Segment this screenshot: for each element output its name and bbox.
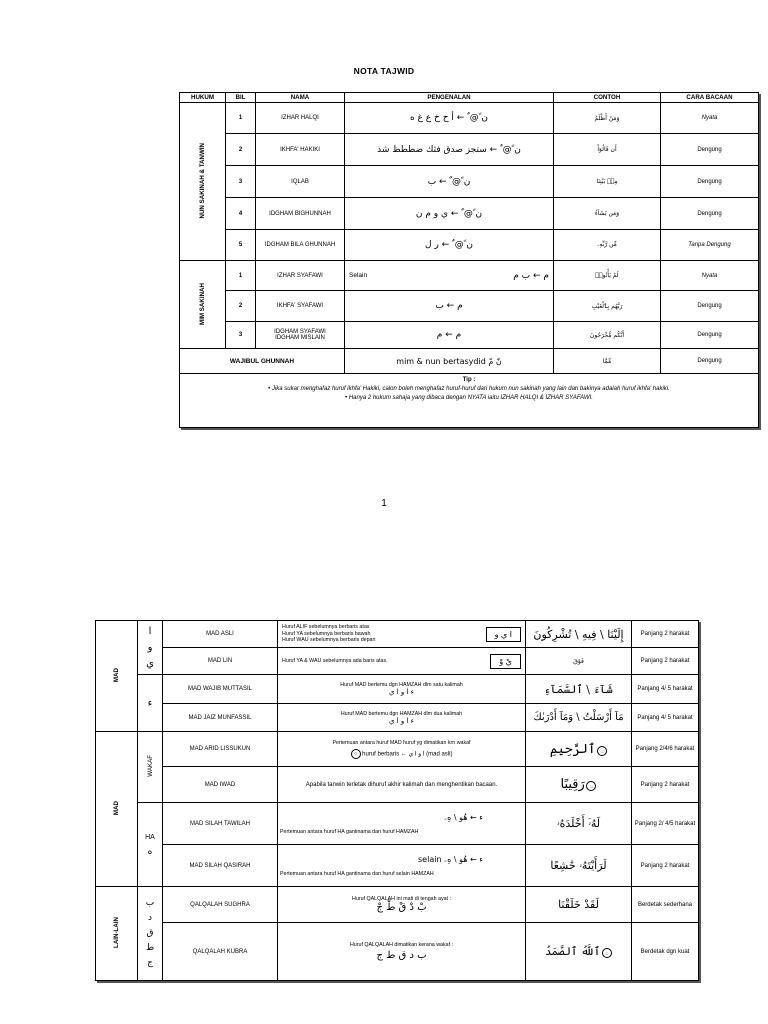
row-bil: 2 <box>226 291 256 322</box>
row-contoh: وَمَنْ أَظْلَمُ <box>554 103 661 134</box>
row-pengenalan <box>278 621 526 648</box>
row-nama <box>256 322 345 349</box>
pengenalan-line: Huruf MAD bertemu dgn HAMZAH dlm dua kalimah <box>340 710 463 717</box>
letter-ba: ب <box>145 898 155 908</box>
table-row <box>180 322 759 349</box>
pengenalan-line: Huruf QALQALAH dimatikan kerana wakaf : <box>349 942 454 948</box>
letter-ha-latin: HA <box>145 833 155 841</box>
row-cara-bacaan: Dengung <box>661 166 759 198</box>
row-nama: IZHAR HALQI <box>256 103 345 134</box>
row-contoh <box>526 767 632 803</box>
ayah-end-icon: ۝ <box>586 781 596 791</box>
pengenalan-arabic: ء ا و ا ي <box>389 716 414 725</box>
page-title: NOTA TAJWID <box>353 66 415 76</box>
row-nama: IZHAR SYAFAWI <box>256 261 345 291</box>
row-cara-bacaan: Panjang 2/4/6 harakat <box>632 732 699 767</box>
table-row <box>96 803 699 845</box>
row-pengenalan <box>278 923 526 981</box>
pengenalan-arabic: بْ دْ قْ طْ جْ <box>376 902 427 913</box>
row-pengenalan: ن ً@ ٌ ← ي و م ن <box>345 198 554 230</box>
group-label-mad-2: MAD <box>96 732 138 887</box>
table-row <box>180 134 759 166</box>
header-contoh: CONTOH <box>554 93 661 103</box>
table-row <box>96 704 699 732</box>
row-nama: MAD LIN <box>163 648 278 675</box>
tip-line-2: • Hanya 2 hukum sahaja yang dibaca dengan NYATA iaitu IZHAR HALQI & IZHAR SYAFAWI. <box>345 395 593 401</box>
nama-line-1: IDGHAM SYAFAWI <box>274 329 326 335</box>
row-pengenalan: م ← م <box>345 322 554 349</box>
row-bil: 3 <box>226 322 256 349</box>
row-nama: MAD IWAD <box>163 767 278 803</box>
table-row <box>96 732 699 767</box>
row-nama: MAD ARID LISSUKUN <box>163 732 278 767</box>
tip-title: Tip : <box>462 377 476 383</box>
qalqalah-letters <box>138 887 163 981</box>
pengenalan-line: Huruf QALQALAH ini mati di tengah ayat : <box>352 896 451 902</box>
wakaf-label: WAKAF <box>146 755 154 777</box>
row-contoh <box>526 923 632 981</box>
row-contoh: رَبَّهُم بِٱلْغَيْبِ <box>554 291 661 322</box>
row-cara-bacaan: Panjang 4/ 5 harakat <box>632 704 699 732</box>
ayah-end-icon: ۝ <box>602 948 612 958</box>
row-pengenalan: mim & nun bertasydid نّ مّ <box>345 349 554 374</box>
row-pengenalan <box>278 887 526 923</box>
row-nama: IKHFA' SYAFAWI <box>256 291 345 322</box>
row-nama: MAD SILAH TAWILAH <box>163 803 278 845</box>
row-cara-bacaan: Dengung <box>661 322 759 349</box>
row-nama: MAD ASLI <box>163 621 278 648</box>
row-cara-bacaan: Panjang 2 harakat <box>632 621 699 648</box>
header-nama: NAMA <box>256 93 345 103</box>
table-row <box>180 103 759 134</box>
row-cara-bacaan: Panjang 4/ 5 harakat <box>632 675 699 704</box>
row-contoh: أَنَّكُم مُّخْرَجُونَ <box>554 322 661 349</box>
table-row <box>180 349 759 374</box>
table-row <box>96 845 699 887</box>
row-pengenalan <box>345 261 554 291</box>
row-cara-bacaan: Dengung <box>661 134 759 166</box>
pengenalan-line: Huruf YA & WAU sebelumnya ada baris atas. <box>282 658 388 664</box>
pengenalan-arabic: selain ء ← هُو \ هِۦ <box>418 854 483 864</box>
row-pengenalan <box>278 845 526 887</box>
table-row <box>96 648 699 675</box>
wakaf-circle-icon: ○ <box>351 749 361 759</box>
pengenalan-line: huruf berbaris ← ا و ا ي (mad asli) <box>362 751 453 758</box>
page-number: 1 <box>381 498 387 509</box>
row-nama: IDGHAM BIGHUNNAH <box>256 198 345 230</box>
row-cara-bacaan: Berdetak dgn kuat <box>632 923 699 981</box>
pengenalan-line: Huruf WAU sebelumnya berbaris depan <box>282 637 376 644</box>
row-pengenalan <box>278 704 526 732</box>
row-bil: 1 <box>226 103 256 134</box>
row-contoh: لَهُۥٓ أَخْلَدَهُۥ <box>526 803 632 845</box>
row-cara-bacaan: Panjang 2 harakat <box>632 767 699 803</box>
row-pengenalan: ن ً@ ٌ ← ر ل <box>345 230 554 261</box>
pengenalan-arabic: ب د ق ط ج <box>376 950 427 961</box>
contoh-text: ٱللَّهُ ٱلصَّمَدُ <box>545 944 601 958</box>
row-cara-bacaan: Panjang 2/ 4/5 harakat <box>632 803 699 845</box>
pengenalan-line: Pertemuan antara huruf HA gantinama dan huruf HAMZAH <box>280 828 419 835</box>
row-bil: 5 <box>226 230 256 261</box>
row-pengenalan: ن ً@ ٌ ← ستجز صدق فثك ضططظ شذ <box>345 134 554 166</box>
row-nama: IQLAB <box>256 166 345 198</box>
letter-hamzah: ء <box>138 675 163 732</box>
letter-ya: ي <box>146 657 154 669</box>
table-row <box>180 198 759 230</box>
row-contoh: أَن قَالُوٓاْ <box>554 134 661 166</box>
row-contoh: شَآءَ \ ٱلسَّمَآءِ <box>526 675 632 704</box>
pengenalan-arabic: ء ا و ا ي <box>389 688 414 696</box>
row-pengenalan: ن ً@ ٌ ← أ ح خ ع غ ه <box>345 103 554 134</box>
row-contoh: وَمَن يَشَآءُ <box>554 198 661 230</box>
row-pengenalan <box>278 732 526 767</box>
row-pengenalan: Apabila tanwin terletak dihuruf akhir kalimah dan menghentikan bacaan. <box>278 767 526 803</box>
row-pengenalan <box>278 803 526 845</box>
group-label-lain-lain: LAIN-LAIN <box>96 887 138 981</box>
pengenalan-arabic: ء ← هُو \ هِۦ <box>444 812 483 822</box>
table-row <box>180 230 759 261</box>
row-cara-bacaan: Nyata <box>661 103 759 134</box>
row-bil: 2 <box>226 134 256 166</box>
row-cara-bacaan: Dengung <box>661 291 759 322</box>
row-bil: 4 <box>226 198 256 230</box>
row-contoh: مِّمَّا <box>554 349 661 374</box>
row-pengenalan <box>278 675 526 704</box>
row-contoh: فَوْقَ <box>526 648 632 675</box>
table-row <box>96 887 699 923</box>
row-contoh: لَرَأَيْتَهُۥ خَٰشِعًا <box>526 845 632 887</box>
table-row <box>180 261 759 291</box>
mad-letter-box: ا ي و <box>486 627 521 642</box>
row-contoh: إِلَيْنَا \ فِيهِ \ تُشْرِكُونَ <box>526 621 632 648</box>
row-cara-bacaan: Dengung <box>661 349 759 374</box>
mad-letters <box>138 621 163 675</box>
row-cara-bacaan: Nyata <box>661 261 759 291</box>
contoh-text: ٱلرَّحِيمِ <box>549 741 596 757</box>
letter-wau: و <box>147 641 153 653</box>
letter-dal: د <box>147 913 152 923</box>
table-row <box>180 291 759 322</box>
group-label-nun: NUN SAKINAH & TANWIN <box>180 103 226 261</box>
table-row <box>96 767 699 803</box>
letter-jim: ج <box>147 958 153 968</box>
ayah-end-icon: ۝ <box>597 746 607 756</box>
tajwid-table-mad <box>95 620 699 981</box>
wakaf-label-cell <box>138 732 163 803</box>
tip-cell <box>180 374 759 428</box>
letter-ha-arabic: ه <box>147 846 153 857</box>
row-cara-bacaan: Panjang 2 harakat <box>632 648 699 675</box>
letter-alif: ا <box>148 625 152 637</box>
selain-label: Selain <box>349 272 368 279</box>
row-nama: MAD JAIZ MUNFASSIL <box>163 704 278 732</box>
row-cara-bacaan: Panjang 2 harakat <box>632 845 699 887</box>
pengenalan-arabic: م ← ب م <box>513 270 549 281</box>
table-header-row <box>180 93 759 103</box>
table-row <box>180 166 759 198</box>
mad-letter-box: يْ وْ <box>490 654 521 669</box>
group-label-mad-1: MAD <box>96 621 138 732</box>
letter-ta: ط <box>145 943 155 953</box>
row-nama: IDGHAM BILA GHUNNAH <box>256 230 345 261</box>
row-contoh: لَمْ يَأْتُوا۟ <box>554 261 661 291</box>
table-row <box>96 923 699 981</box>
row-bil: 1 <box>226 261 256 291</box>
row-pengenalan <box>278 648 526 675</box>
row-contoh: مِّن رَّبِّهِۦ <box>554 230 661 261</box>
row-pengenalan: ن ً@ ٌ ← ب <box>345 166 554 198</box>
row-contoh: مَآ أَرْسَلْتُ \ وَمَآ أَدْرَىٰكَ <box>526 704 632 732</box>
header-hukum: HUKUM <box>180 93 226 103</box>
table-row <box>96 675 699 704</box>
row-nama: WAJIBUL GHUNNAH <box>180 349 345 374</box>
tip-line-1: • Jika sukar menghafaz huruf ikhfa' Hakiki, calon boleh menghafaz huruf-huruf dari hukum nun sakinah yang lain dan bakinya adalah huruf ikhfa' hakiki. <box>268 386 670 392</box>
pengenalan-line: Pertemuan antara huruf MAD huruf yg dimatikan krn wakaf <box>332 739 471 746</box>
tip-row <box>180 374 759 428</box>
letter-qaf: ق <box>146 928 154 938</box>
row-contoh: مِنۢ بَيْنِنَا <box>554 166 661 198</box>
table-row <box>96 621 699 648</box>
nama-line-2: IDGHAM MISLAIN <box>275 335 325 341</box>
tajwid-table-nun-mim <box>179 92 759 428</box>
row-nama: MAD SILAH QASIRAH <box>163 845 278 887</box>
header-cara-bacaan: CARA BACAAN <box>661 93 759 103</box>
row-cara-bacaan: Dengung <box>661 198 759 230</box>
contoh-text: رَقِيبًا <box>560 777 585 792</box>
pengenalan-line: Huruf YA sebelumnya berbaris bawah <box>282 630 371 637</box>
header-pengenalan: PENGENALAN <box>345 93 554 103</box>
row-cara-bacaan: Berdetak sederhana <box>632 887 699 923</box>
row-cara-bacaan: Tanpa Dengung <box>661 230 759 261</box>
ha-letters <box>138 803 163 887</box>
row-nama: IKHFA' HAKIKI <box>256 134 345 166</box>
row-pengenalan: م ← ب <box>345 291 554 322</box>
group-label-mim: MIM SAKINAH <box>180 261 226 349</box>
pengenalan-line: Huruf ALIF sebelumnya berbaris atas <box>282 624 370 631</box>
pengenalan-line: Huruf MAD bertemu dgn HAMZAH dlm satu kalimah <box>340 682 463 688</box>
pengenalan-line: Pertemuan antara huruf HA gantinama dan huruf selain HAMZAH <box>280 870 434 877</box>
row-bil: 3 <box>226 166 256 198</box>
row-nama: QALQALAH SUGHRA <box>163 887 278 923</box>
header-bil: BIL <box>226 93 256 103</box>
row-contoh: لَقَدْ خَلَقْنَا <box>526 887 632 923</box>
row-contoh <box>526 732 632 767</box>
row-nama: MAD WAJIB MUTTASIL <box>163 675 278 704</box>
row-nama: QALQALAH KUBRA <box>163 923 278 981</box>
